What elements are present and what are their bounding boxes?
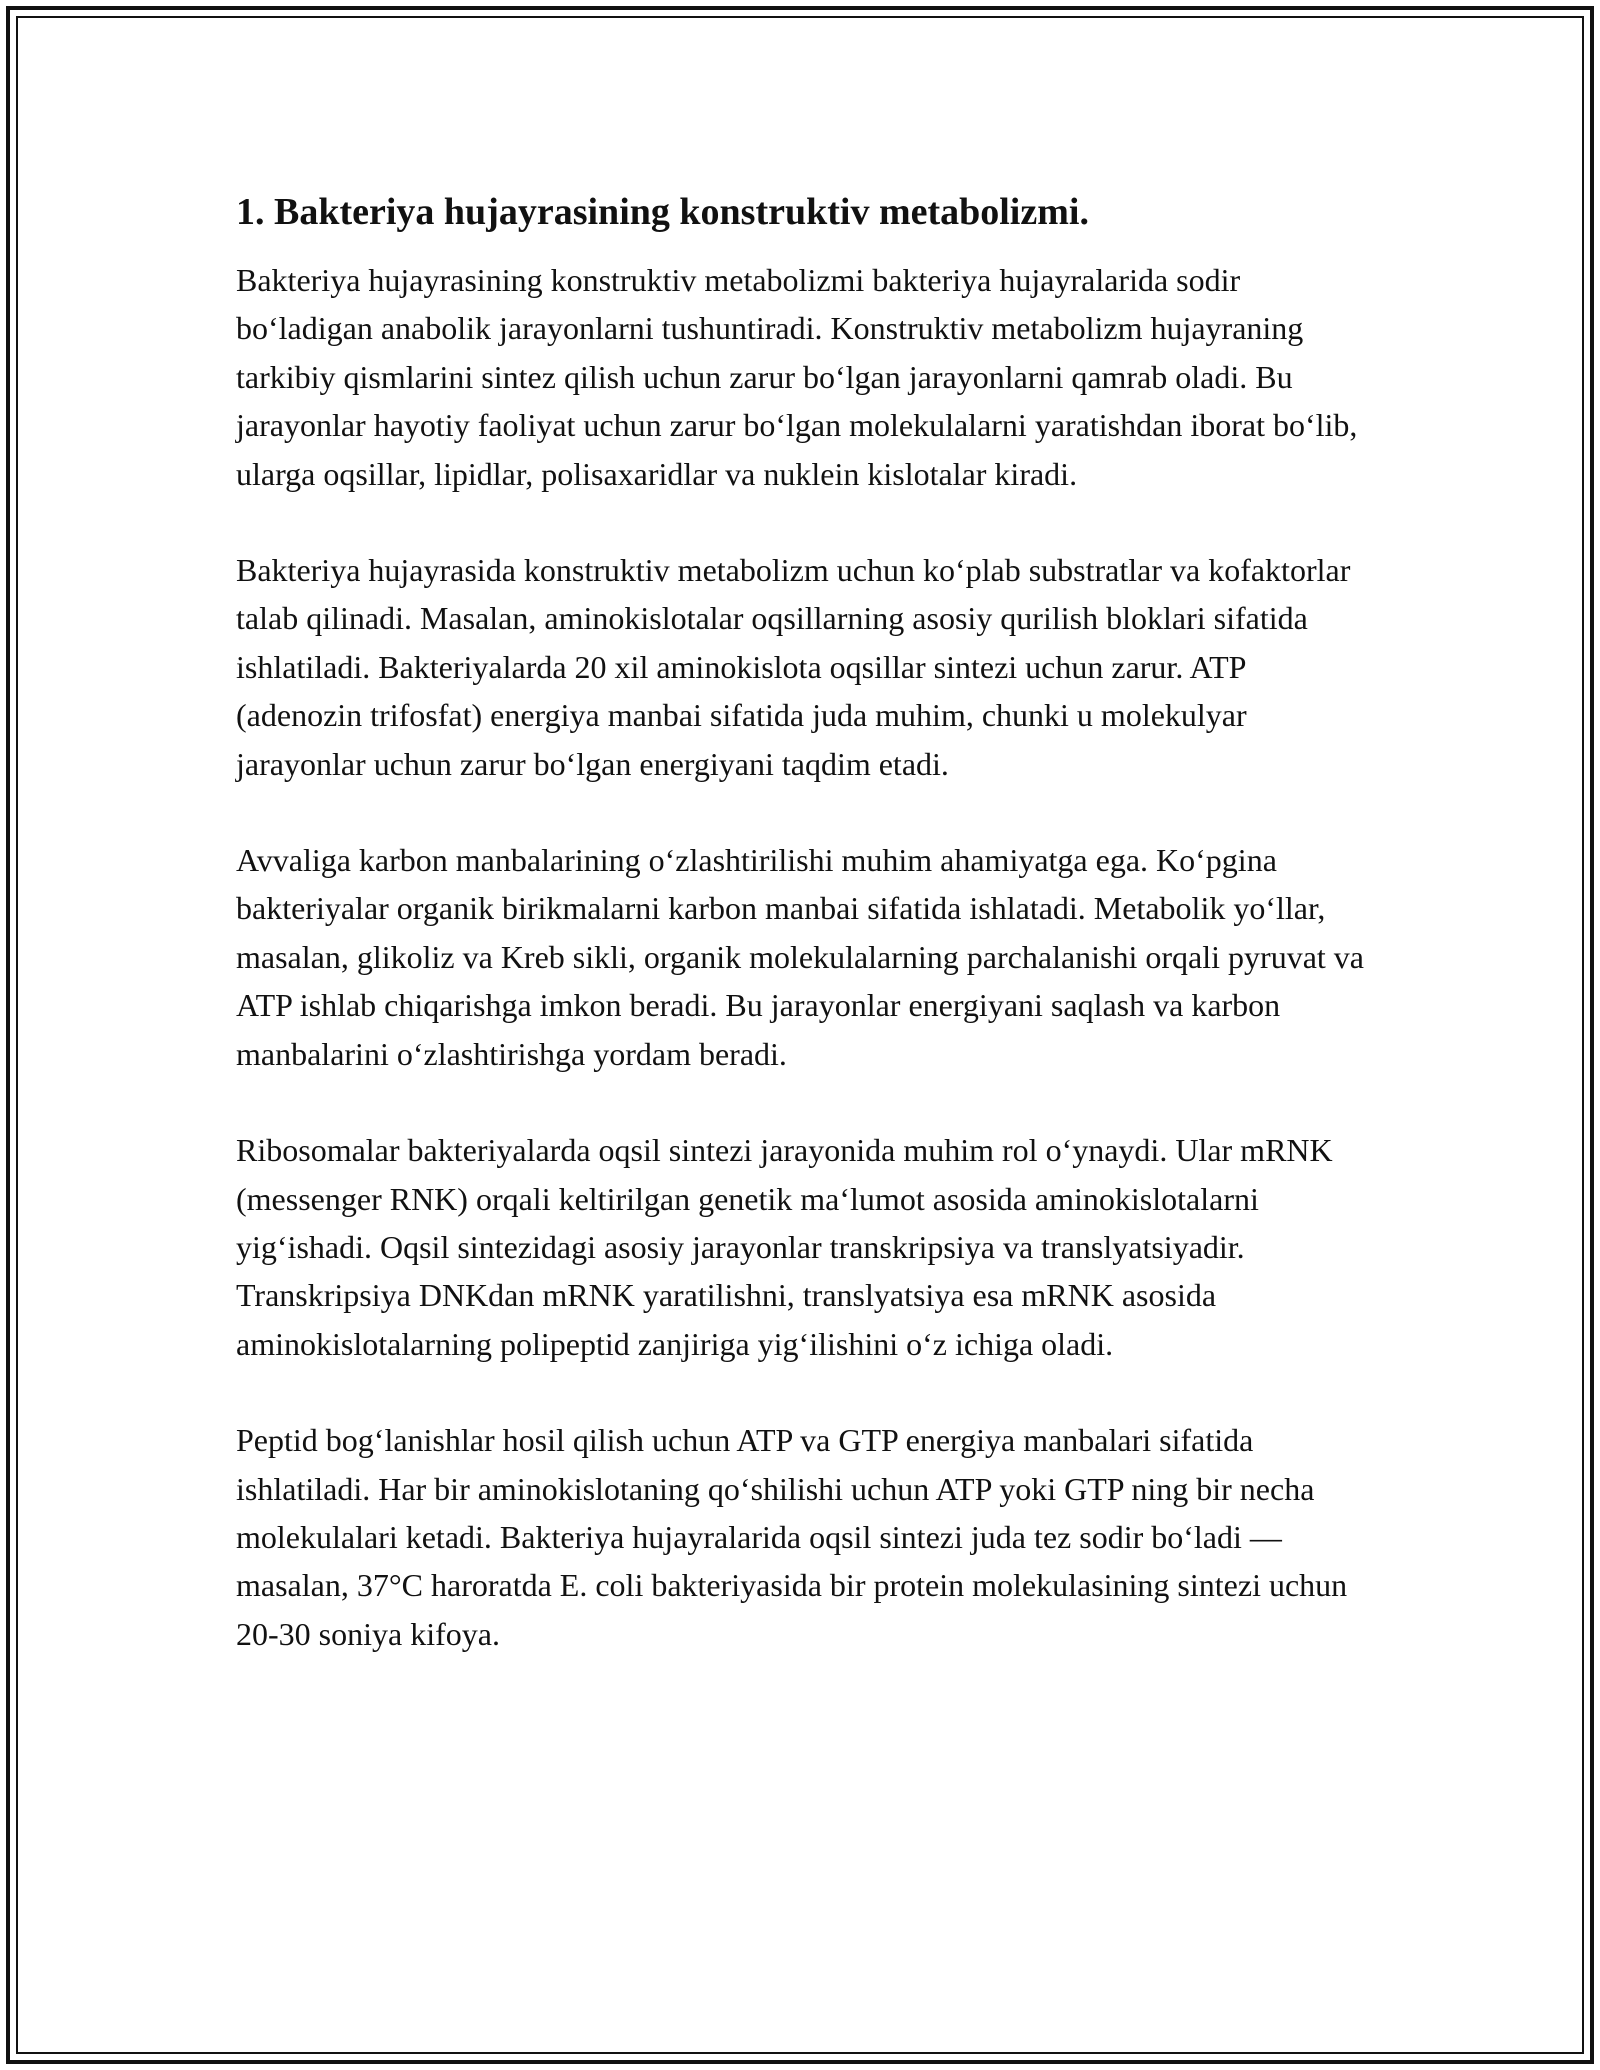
section-heading: 1. Bakteriya hujayrasining konstruktiv metabolizmi. (236, 191, 1089, 233)
paragraph-2: Bakteriya hujayrasida konstruktiv metabolizm uchun ko‘plab substratlar va kofaktorlar talab qilinadi. Masalan, aminokislotalar oqsillarning asosiy qurilish bloklari sifatida ishlatiladi. Bakteriyalarda 20 xil aminokislota oqsillar sintezi uchun zarur. ATP (adenozin trifosfat) energiya manbai sifatida juda muhim, chunki u molekulyar jarayonlar uchun zarur bo‘lgan energiyani taqdim etadi. (236, 552, 1351, 782)
paragraph-1: Bakteriya hujayrasining konstruktiv metabolizmi bakteriya hujayralarida sodir bo‘ladigan anabolik jarayonlarni tushuntiradi. Konstruktiv metabolizm hujayraning tarkibiy qismlarini sintez qilish uchun zarur bo‘lgan jarayonlarni qamrab oladi. Bu jarayonlar hayotiy faoliyat uchun zarur bo‘lgan molekulalarni yaratishdan iborat bo‘lib, ularga oqsillar, lipidlar, polisaxaridlar va nuklein kislotalar kiradi. (236, 262, 1358, 492)
document-body (236, 186, 1376, 1706)
paragraph-4: Ribosomalar bakteriyalarda oqsil sintezi jarayonida muhim rol o‘ynaydi. Ular mRNK (messenger RNK) orqali keltirilgan genetik ma‘lumot asosida aminokislotalarni yig‘ishadi. Oqsil sintezidagi asosiy jarayonlar transkripsiya va translyatsiyadir. Transkripsiya DNKdan mRNK yaratilishni, translyatsiya esa mRNK asosida aminokislotalarning polipeptid zanjiriga yig‘ilishini o‘z ichiga oladi. (236, 1132, 1333, 1362)
paragraph-5: Peptid bog‘lanishlar hosil qilish uchun ATP va GTP energiya manbalari sifatida ishlatiladi. Har bir aminokislotaning qo‘shilishi uchun ATP yoki GTP ning bir necha molekulalari ketadi. Bakteriya hujayralarida oqsil sintezi juda tez sodir bo‘ladi — masalan, 37°C haroratda E. coli bakteriyasida bir protein molekulasining sintezi uchun 20-30 soniya kifoya. (236, 1422, 1348, 1652)
paragraph-3: Avvaliga karbon manbalarining o‘zlashtirilishi muhim ahamiyatga ega. Ko‘pgina bakteriyalar organik birikmalarni karbon manbai sifatida ishlatadi. Metabolik yo‘llar, masalan, glikoliz va Kreb sikli, organik molekulalarning parchalanishi orqali pyruvat va ATP ishlab chiqarishga imkon beradi. Bu jarayonlar energiyani saqlash va karbon manbalarini o‘zlashtirishga yordam beradi. (236, 842, 1364, 1072)
